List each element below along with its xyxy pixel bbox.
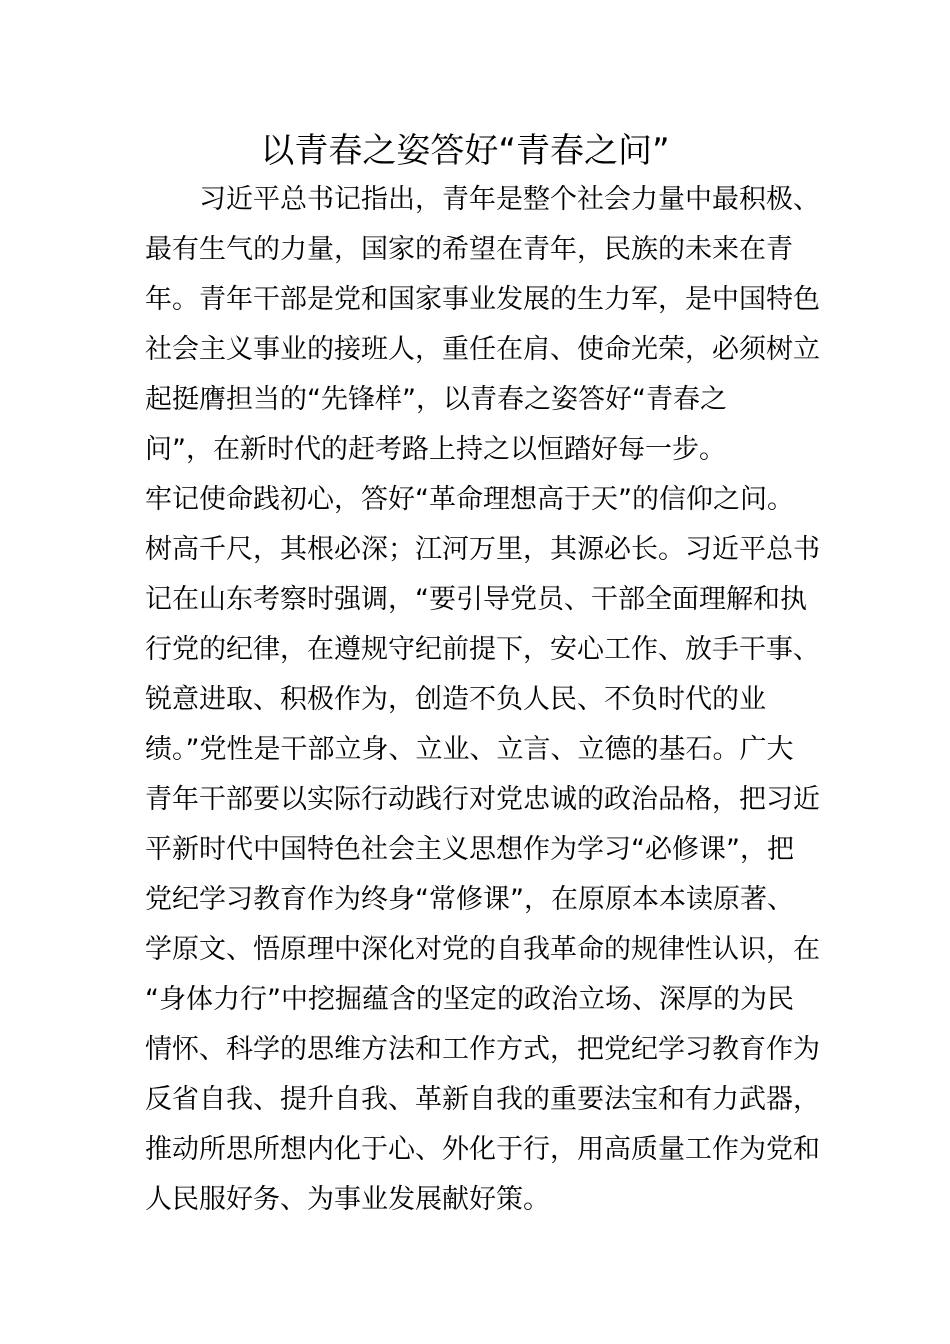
text-line: 锐意进取、积极作为，创造不负人民、不负时代的业 bbox=[145, 684, 766, 715]
text-line: 青年干部要以实际行动践行对党忠诚的政治品格，把习近 bbox=[145, 784, 820, 815]
text-line: 牢记使命践初心，答好“革命理想高于天”的信仰之问。 bbox=[145, 484, 794, 515]
text-line: 推动所思所想内化于心、外化于行，用高质量工作为党和 bbox=[145, 1134, 820, 1165]
text-line: 党纪学习教育作为终身“常修课”，在原原本本读原著、 bbox=[145, 884, 794, 915]
document-body bbox=[145, 175, 825, 1225]
text-line: 年。青年干部是党和国家事业发展的生力军，是中国特色 bbox=[145, 284, 820, 315]
document-title: 以青春之姿答好“青春之问” bbox=[260, 131, 670, 171]
text-line: “身体力行”中挖掘蕴含的坚定的政治立场、深厚的为民 bbox=[145, 984, 794, 1015]
text-line: 最有生气的力量，国家的希望在青年，民族的未来在青 bbox=[145, 234, 793, 265]
text-line: 情怀、科学的思维方法和工作方式，把党纪学习教育作为 bbox=[145, 1034, 820, 1065]
text-line: 树高千尺，其根必深；江河万里，其源必长。习近平总书 bbox=[145, 534, 820, 565]
text-line: 问”，在新时代的赶考路上持之以恒踏好每一步。 bbox=[145, 434, 726, 465]
text-line: 绩。”党性是干部立身、立业、立言、立德的基石。广大 bbox=[145, 734, 794, 765]
text-line: 人民服好务、为事业发展献好策。 bbox=[145, 1184, 550, 1215]
text-line: 社会主义事业的接班人，重任在肩、使命光荣，必须树立 bbox=[145, 334, 820, 365]
text-line: 反省自我、提升自我、革新自我的重要法宝和有力武器， bbox=[145, 1084, 820, 1115]
text-line: 记在山东考察时强调，“要引导党员、干部全面理解和执 bbox=[145, 584, 807, 615]
text-line: 习近平总书记指出，青年是整个社会力量中最积极、 bbox=[145, 184, 820, 215]
text-line: 起挺膺担当的“先锋样”，以青春之姿答好“青春之 bbox=[145, 384, 727, 415]
text-line: 平新时代中国特色社会主义思想作为学习“必修课”，把 bbox=[145, 834, 794, 865]
text-line: 行党的纪律，在遵规守纪前提下，安心工作、放手干事、 bbox=[145, 634, 820, 665]
text-line: 学原文、悟原理中深化对党的自我革命的规律性认识，在 bbox=[145, 934, 820, 965]
